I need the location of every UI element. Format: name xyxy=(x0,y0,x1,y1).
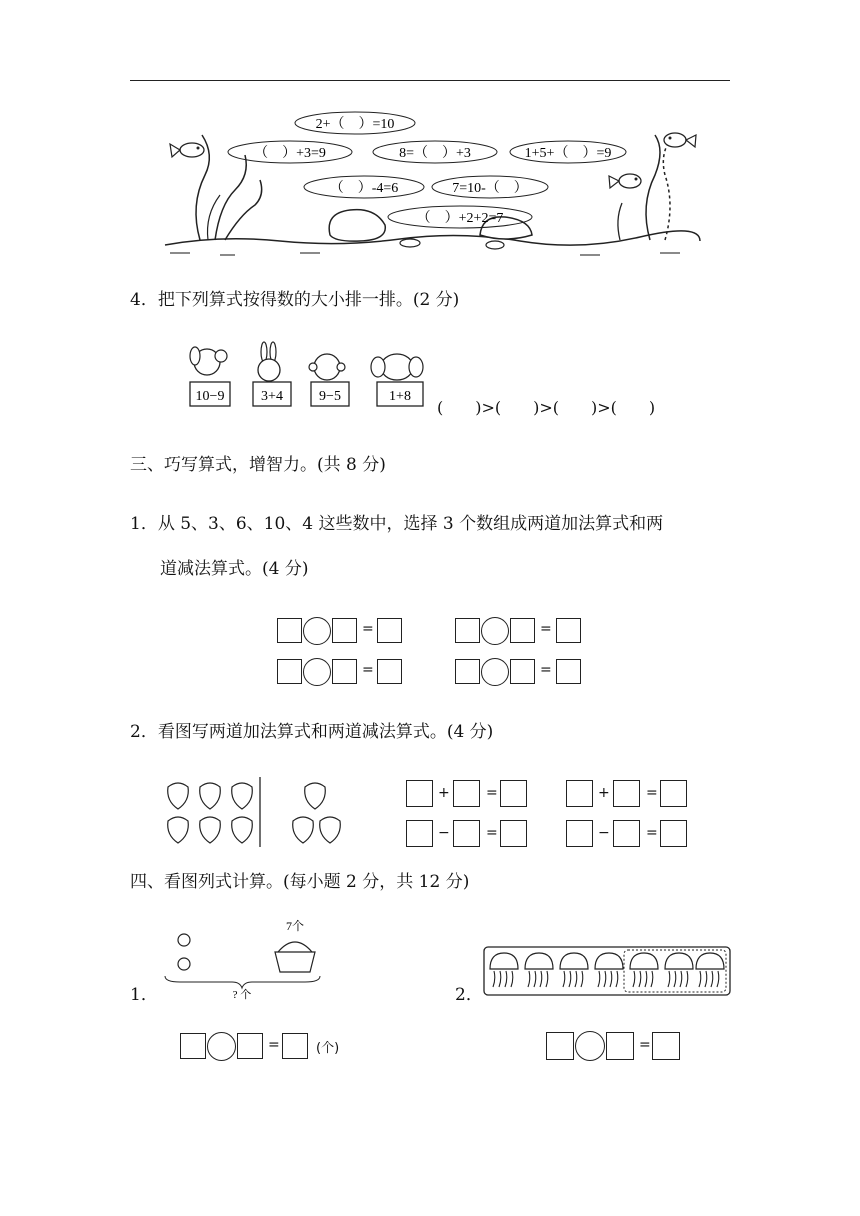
answer-box[interactable] xyxy=(606,1032,634,1060)
answer-box[interactable] xyxy=(277,659,302,684)
answer-box[interactable] xyxy=(237,1033,263,1059)
answer-box[interactable] xyxy=(282,1033,308,1059)
question-4-text: 4．把下列算式按得数的大小排一排。(2 分) xyxy=(130,290,460,310)
answer-box[interactable] xyxy=(377,659,402,684)
equals-sign: = xyxy=(646,785,658,801)
equals-sign: = xyxy=(540,621,552,637)
equals-sign: = xyxy=(486,785,498,801)
answer-box[interactable] xyxy=(455,659,480,684)
bubble-equation: 1+5+（ ）=9 xyxy=(524,146,612,161)
answer-box[interactable] xyxy=(613,820,640,847)
equals-sign: = xyxy=(362,662,374,678)
section-3-q1-line2: 道减法算式。(4 分) xyxy=(160,559,309,579)
card-expression: 10−9 xyxy=(195,389,225,404)
answer-box[interactable] xyxy=(566,780,593,807)
operator-circle[interactable] xyxy=(207,1032,236,1061)
problem-2-number: 2． xyxy=(455,985,483,1005)
minus-sign: − xyxy=(598,825,610,841)
question-label: ? 个 xyxy=(232,989,252,1001)
equals-sign: = xyxy=(362,621,374,637)
bubble-equation: （ ）-4=6 xyxy=(329,181,399,196)
operator-circle[interactable] xyxy=(481,617,509,645)
operator-circle[interactable] xyxy=(481,658,509,686)
answer-box[interactable] xyxy=(556,659,581,684)
answer-box[interactable] xyxy=(332,659,357,684)
plus-sign: + xyxy=(438,785,450,801)
section-3-q1-line1: 1．从 5、3、6、10、4 这些数中，选择 3 个数组成两道加法算式和两 xyxy=(130,514,664,534)
equals-sign: = xyxy=(646,825,658,841)
answer-box[interactable] xyxy=(660,820,687,847)
order-answer-line: ( )>( )>( )>( ) xyxy=(437,398,656,417)
bubble-equation: （ ）+3=9 xyxy=(254,146,326,161)
strawberries-illustration xyxy=(160,775,360,850)
answer-box[interactable] xyxy=(332,618,357,643)
answer-box[interactable] xyxy=(613,780,640,807)
section-4-title: 四、看图列式计算。(每小题 2 分，共 12 分) xyxy=(130,872,470,892)
answer-box[interactable] xyxy=(377,618,402,643)
plus-sign: + xyxy=(598,785,610,801)
bubble-equations xyxy=(228,112,626,228)
card-expression: 1+8 xyxy=(389,389,411,404)
equals-sign: = xyxy=(486,825,498,841)
animal-cards xyxy=(185,340,440,415)
answer-box[interactable] xyxy=(556,618,581,643)
card-expression: 9−5 xyxy=(319,389,341,404)
header-rule xyxy=(130,80,730,81)
answer-box[interactable] xyxy=(406,820,433,847)
apples-basket-illustration xyxy=(160,918,325,1003)
equals-sign: = xyxy=(268,1037,280,1053)
section-3-title: 三、巧写算式，增智力。(共 8 分) xyxy=(130,455,386,475)
answer-box[interactable] xyxy=(510,659,535,684)
operator-circle[interactable] xyxy=(575,1031,605,1061)
answer-box[interactable] xyxy=(453,820,480,847)
card-expression: 3+4 xyxy=(261,389,283,404)
equals-sign: = xyxy=(639,1037,651,1053)
bubble-equation: 2+（ ）=10 xyxy=(315,117,395,132)
answer-box[interactable] xyxy=(455,618,480,643)
answer-box[interactable] xyxy=(510,618,535,643)
problem-1-number: 1． xyxy=(130,985,158,1005)
answer-box[interactable] xyxy=(453,780,480,807)
operator-circle[interactable] xyxy=(303,617,331,645)
answer-box[interactable] xyxy=(500,820,527,847)
bubble-equation: （ ）+2+2=7 xyxy=(416,211,504,226)
answer-box[interactable] xyxy=(500,780,527,807)
answer-box[interactable] xyxy=(180,1033,206,1059)
answer-box[interactable] xyxy=(652,1032,680,1060)
answer-box[interactable] xyxy=(406,780,433,807)
answer-box[interactable] xyxy=(546,1032,574,1060)
sea-scene-illustration xyxy=(160,95,710,265)
answer-box[interactable] xyxy=(566,820,593,847)
answer-box[interactable] xyxy=(660,780,687,807)
bubble-equation: 8=（ ）+3 xyxy=(399,146,471,161)
equals-sign: = xyxy=(540,662,552,678)
unit-label: (个) xyxy=(316,1041,340,1056)
section-3-q2-text: 2．看图写两道加法算式和两道减法算式。(4 分) xyxy=(130,722,494,742)
jellyfish-illustration xyxy=(482,945,734,999)
basket-count-label: 7个 xyxy=(285,919,305,933)
operator-circle[interactable] xyxy=(303,658,331,686)
minus-sign: − xyxy=(438,825,450,841)
bubble-equation: 7=10-（ ） xyxy=(452,181,528,196)
answer-box[interactable] xyxy=(277,618,302,643)
